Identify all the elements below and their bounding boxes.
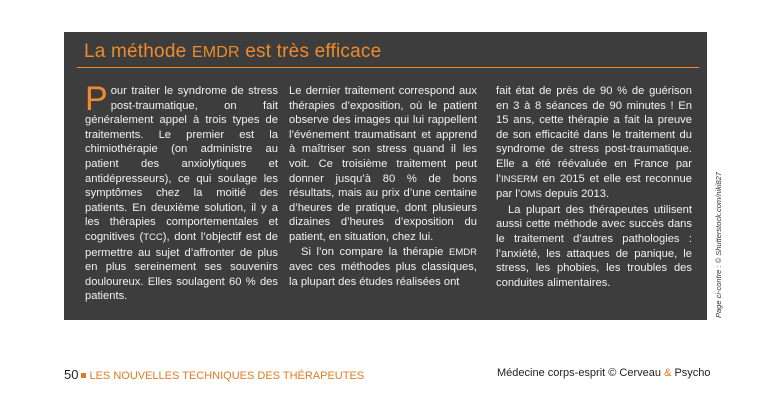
column-1 bbox=[85, 80, 278, 304]
footer-left bbox=[64, 367, 364, 382]
footer-right bbox=[497, 367, 711, 379]
ampersand: & bbox=[664, 367, 672, 379]
emdr-acronym: EMDR bbox=[449, 246, 477, 258]
title-text-start: La méthode bbox=[84, 41, 192, 62]
col2-p2-end: avec ces méthodes plus classiques, la plupart des études réalisées ont bbox=[289, 261, 477, 288]
col3-p1-start: fait état de près de 90 % de guérison en 3 à 8 séances de 90 minutes ! En 15 ans, cette thérapie a fait la preuve de son efficacité dans le traitement du syndrome de stress post-traumatique. Elle a été réévaluée en France par l’ bbox=[496, 85, 692, 185]
col3-p1-end: depuis 2013. bbox=[541, 188, 610, 201]
col2-paragraph-1: Le dernier traitement correspond aux thérapies d’exposition, où le patient observe des images qui lui rappellent l’événement traumatisant et apprend à maîtriser son stress quand il les voit. Ce troisième traitement peut donner jusqu’à 80 % de bons résultats, mais au prix d’une centaine d’heures de pratique, dont plusieurs dizaines d’heures d’exposition du patient, en situation, chez lui. bbox=[289, 85, 477, 243]
publication-name: Médecine corps-esprit © Cerveau bbox=[497, 367, 665, 379]
publication-name-end: Psycho bbox=[671, 367, 711, 379]
col3-p1-mid: en 2015 et elle est reconnue par l’ bbox=[496, 172, 692, 201]
box-title bbox=[84, 41, 697, 63]
page-number: 50 bbox=[64, 367, 79, 382]
col2-p2-start: Si l’on compare la thérapie bbox=[301, 245, 450, 258]
column-3 bbox=[496, 84, 692, 290]
col1-text-end: ), dont l’objectif est de permettre au sujet d’affronter de plus en plus sereinement ses souvenirs douloureux. Elles soulagent 60 % des patients. bbox=[85, 230, 278, 303]
tcc-acronym: TCC bbox=[143, 231, 163, 243]
col2-paragraph-2 bbox=[289, 245, 477, 290]
col1-paragraph-1 bbox=[85, 80, 278, 304]
column-2 bbox=[289, 84, 477, 289]
drop-cap: P bbox=[85, 80, 108, 118]
col1-text: our traiter le syndrome de stress post-traumatique, on fait généralement appel à trois types de traitements. Le premier est la chimiothérapie (on administre au patient des anxiolytiques et antidépresseurs), ce qui soulage les symptômes chez la moitié des patients. En deuxième solution, il y a les thérapies comportementales et cognitives ( bbox=[85, 85, 278, 243]
title-divider bbox=[77, 67, 699, 68]
inserm-acronym: INSERM bbox=[500, 173, 538, 185]
title-acronym: EMDR bbox=[191, 44, 240, 61]
info-box bbox=[64, 32, 707, 320]
square-bullet-icon bbox=[81, 373, 86, 378]
col3-paragraph-1 bbox=[496, 84, 692, 203]
section-name: LES NOUVELLES TECHNIQUES DES THÉRAPEUTES bbox=[89, 370, 365, 382]
photo-credit: Page ci-contre : © Shutterstock.com/niki827 bbox=[714, 171, 723, 318]
oms-acronym: OMS bbox=[520, 189, 542, 201]
title-text-end: est très efficace bbox=[239, 41, 382, 62]
col3-paragraph-2: La plupart des thérapeutes utilisent aussi cette méthode avec succès dans le traitement d’autres pathologies : l’anxiété, les attaques de panique, le stress, les phobies, les troubles des conduites alimentaires. bbox=[496, 203, 692, 289]
